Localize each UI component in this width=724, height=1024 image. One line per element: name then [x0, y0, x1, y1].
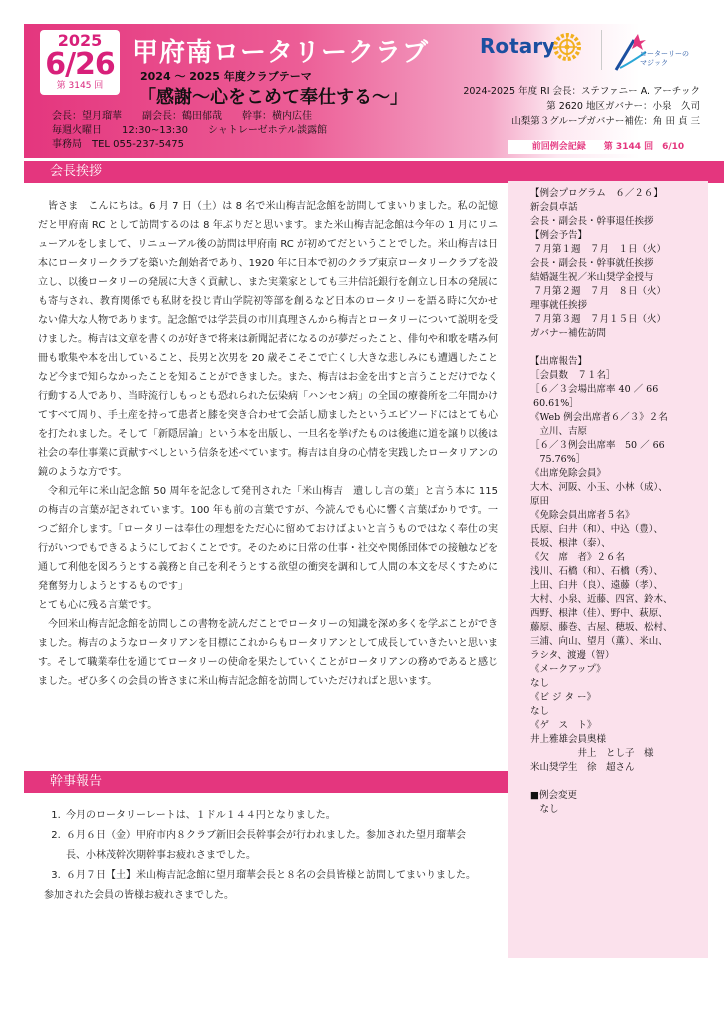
sidebar-line: ガバナー補佐訪問 — [530, 328, 607, 339]
office-contact: 事務局 TEL 055-237-5475 — [52, 139, 185, 150]
president-message — [38, 197, 498, 691]
rotary-wheel-icon — [553, 33, 581, 61]
president-paragraph: 皆さま こんにちは。6 月 7 日（土）は 8 名で米山梅吉記念館を訪問してまいりました。私の記憶だと甲府南 RC として訪問するのは 8 年ぶりだと思います。また米山梅吉記念館は今年の 1 月にリニューアルをしまして、リニューアル後の訪問は甲府南 RC が初めてだということでした。米山梅吉は日本にロータリークラブを築いた創始者であり、1920 年に日本で初のクラブ東京ロータリークラブを設立し、以後ロータリーの発展に大きく貢献し、また実業家としても三井信託銀行を創立し日本の発展にも寄与され、教育関係でも私財を投じ青山学院初等部を創るなど日本のロータリーを語る時に欠かせない偉大な人物であります。記念館では学芸員の市川真理さんから梅吉とロータリーについて説明を受けました。梅吉は文章を書くのが好きで将来は新聞記者になるのが夢だったこと、俳句や和歌を嗜み何冊も歌集や本を出していること、長男と次男を 20 歳そこそこで亡くし大きな悲しみにも遭遇したことなど今まで知らなかったことを知ることができました。また、梅吉はお金を出すと言うことだけでなく行動する人であり、当時流行しもっとも恐れられた伝染病「ハンセン病」の全国の療養所を二年間かけてすべて周り、手土産を持って患者と膝を突き合わせて会話し励ましたというエピソードにはとても心を打たれました。そして「新隠居論」という本を出版し、一旦名を挙げたものは後進に道を譲り以後は社会の奉仕事業に貢献すべしという信条を述べています。梅吉は自身の心情を実践したロータリアンの鏡のような方です。 — [38, 201, 498, 478]
sidebar-line: 《免除会員出席者５名》 — [530, 510, 635, 521]
sidebar-line: 藤原、藤巻、古屋、穂坂、松村、 — [530, 622, 673, 633]
president-paragraph: とても心に残る言葉です。 — [38, 600, 158, 611]
district-governor: 第 2620 地区ガバナー：小泉 久司 — [546, 101, 700, 112]
sidebar-line: 立川、吉原 — [530, 426, 588, 437]
sidebar-line: なし — [530, 706, 550, 717]
date-box — [40, 30, 120, 95]
sidebar-line: 75.76%］ — [530, 454, 586, 465]
club-theme: 「感謝～心をこめて奉仕する～」 — [138, 87, 408, 108]
sidebar-line: 上田、臼井（良）、遠藤（孝）、 — [530, 580, 664, 591]
logo-divider — [601, 30, 602, 70]
sidebar-line: 会長・副会長・幹事就任挨拶 — [530, 258, 654, 269]
club-name: 甲府南ロータリークラブ — [132, 38, 430, 68]
sidebar-line: 三浦、向山、望月（薫）、米山、 — [530, 636, 668, 647]
sidebar-line: なし — [530, 804, 559, 815]
sidebar-content — [530, 187, 705, 817]
sidebar-line: ■例会変更 — [530, 790, 577, 801]
issue-number: 第 3145 回 — [56, 81, 104, 91]
governor-info — [463, 84, 700, 129]
sidebar-line: 長坂、根津（泰）、 — [530, 538, 611, 549]
secretary-section-title: 幹事報告 — [50, 774, 103, 789]
sidebar-line: ［会員数 ７１名］ — [530, 370, 616, 381]
sidebar-line: ７月第１週 ７月 １日（火） — [530, 244, 667, 255]
sidebar-line: ７月第２週 ７月 ８日（火） — [530, 286, 667, 297]
magic-logo-text: ローターリーの マジック — [640, 50, 689, 67]
sidebar-line: 【例会プログラム ６／２６】 — [530, 188, 663, 199]
sidebar-line: 新会員卓話 — [530, 202, 578, 213]
secretary-item: 1. 今月のロータリーレートは、１ドル１４４円となりました。 — [64, 806, 484, 826]
sidebar-line: ［６／３会場出席率 40 ／ 66 — [530, 384, 659, 395]
sidebar-line: 【出席報告】 — [530, 356, 588, 367]
sidebar-line: ラシタ、渡邊（智） — [530, 650, 615, 661]
sidebar-line: 井上雅雄会員奥様 — [530, 734, 607, 745]
sidebar-line: 浅川、石橋（和）、石橋（秀）、 — [530, 566, 664, 577]
sidebar-line: 結婚誕生祝／米山奨学金授与 — [530, 272, 654, 283]
sidebar-line: 《欠 席 者》２６名 — [530, 552, 626, 563]
secretary-closing: 参加された会員の皆様お疲れさまでした。 — [44, 890, 234, 901]
assistant-governor: 山梨第３グループガバナー補佐：角 田 貞 三 — [511, 116, 700, 127]
president-paragraph: 今回米山梅吉記念館を訪問しこの書物を読んだことでロータリーの知識を深め多くを学ぶことができました。梅吉のようなロータリアンを目標にこれからもロータリアンとして成長していきたいと思います。そして職業奉仕を通じてロータリーの使命を果たしていくことがロータリアンの務めであると感じました。ぜひ多くの会員の皆さまに米山梅吉記念館を訪問していただければと思います。 — [38, 619, 498, 687]
sidebar-line: 《出席免除会員》 — [530, 468, 607, 479]
sidebar-line: 大村、小泉、近藤、四宮、鈴木、 — [530, 594, 673, 605]
prev-meeting-record: 前回例会記録 第 3144 回 6/10 — [508, 140, 708, 154]
president-paragraph: 令和元年に米山記念館 50 周年を記念して発刊された「米山梅吉 遺しし言の葉」と言う本に 115 の梅吉の言葉が記されています。100 年も前の言葉ですが、今読んでも心に響く言葉ばかりです。一つご紹介します。「ロータリーは奉仕の理想をただ心に留めておけばよいと言うものではなく奉仕の実行がいつでもできるようにしておくことです。そのために日常の仕事・社交や関係団体での接触などを通して利他を図ろうとする義務と自己を利そうとする欲望の衝突を調和して人間の本文を尽くすために発奮努力しようとするものです」 — [38, 486, 498, 592]
sidebar-line: 原田 — [530, 496, 550, 507]
sidebar-line: 米山奨学生 徐 超さん — [530, 762, 635, 773]
president-section-header — [24, 161, 724, 183]
sidebar-line: 氏原、臼井（和）、中込（豊）、 — [530, 524, 664, 535]
secretary-section-header — [24, 771, 508, 793]
sidebar-line: 《ビ ジ タ ー》 — [530, 692, 597, 703]
sidebar-line: 60.61%］ — [530, 398, 579, 409]
sidebar-line: 《ゲ ス ト》 — [530, 720, 597, 731]
secretary-report — [44, 806, 484, 906]
meeting-info: 毎週火曜日 12:30~13:30 シャトレーゼホテル談露館 — [52, 125, 328, 136]
sidebar-line: 《メークアップ》 — [530, 664, 606, 675]
sidebar-line: ７月第３週 ７月１５日（火） — [530, 314, 667, 325]
secretary-item: 2. ６月６日（金）甲府市内８クラブ新旧会長幹事会が行われました。参加された望月瑠華会長、小林茂幹次期幹事お疲れさまでした。 — [64, 826, 484, 866]
sidebar-line: 理事就任挨拶 — [530, 300, 588, 311]
sidebar-line: 西野、根津（佳）、野中、萩原、 — [530, 608, 668, 619]
ri-president: 2024-2025 年度 RI 会長：ステファニー A. アーチック — [463, 86, 700, 97]
issue-date: 6/26 — [45, 47, 115, 82]
secretary-item: 3. ６月７日【土】米山梅吉記念館に望月瑠華会長と８名の会員皆様と訪問してまいりました。 — [64, 866, 484, 886]
sidebar-line: 大木、河阪、小玉、小林（成）、 — [530, 482, 668, 493]
sidebar-line — [530, 775, 705, 789]
sidebar-line: 【例会予告】 — [530, 230, 588, 241]
sidebar-line — [530, 341, 705, 355]
sidebar-line: なし — [530, 678, 550, 689]
theme-label: 2024 ～ 2025 年度クラブテーマ — [140, 70, 312, 83]
sidebar-line: ［６／３例会出席率 50 ／ 66 — [530, 440, 665, 451]
officers-info — [52, 110, 327, 152]
sidebar-line: 会長・副会長・幹事退任挨拶 — [530, 216, 654, 227]
president-section-title: 会長挨拶 — [50, 164, 103, 179]
sidebar-line: 《Web 例会出席者６／３》２名 — [530, 412, 668, 423]
sidebar-line: 井上 とし子 様 — [530, 748, 654, 759]
officers-line: 会長：望月瑠華 副会長：鶴田郁哉 幹事：横内広佳 — [52, 111, 312, 122]
issue-year: 2025 — [57, 31, 103, 50]
rotary-logo-text: Rotary — [480, 34, 556, 58]
